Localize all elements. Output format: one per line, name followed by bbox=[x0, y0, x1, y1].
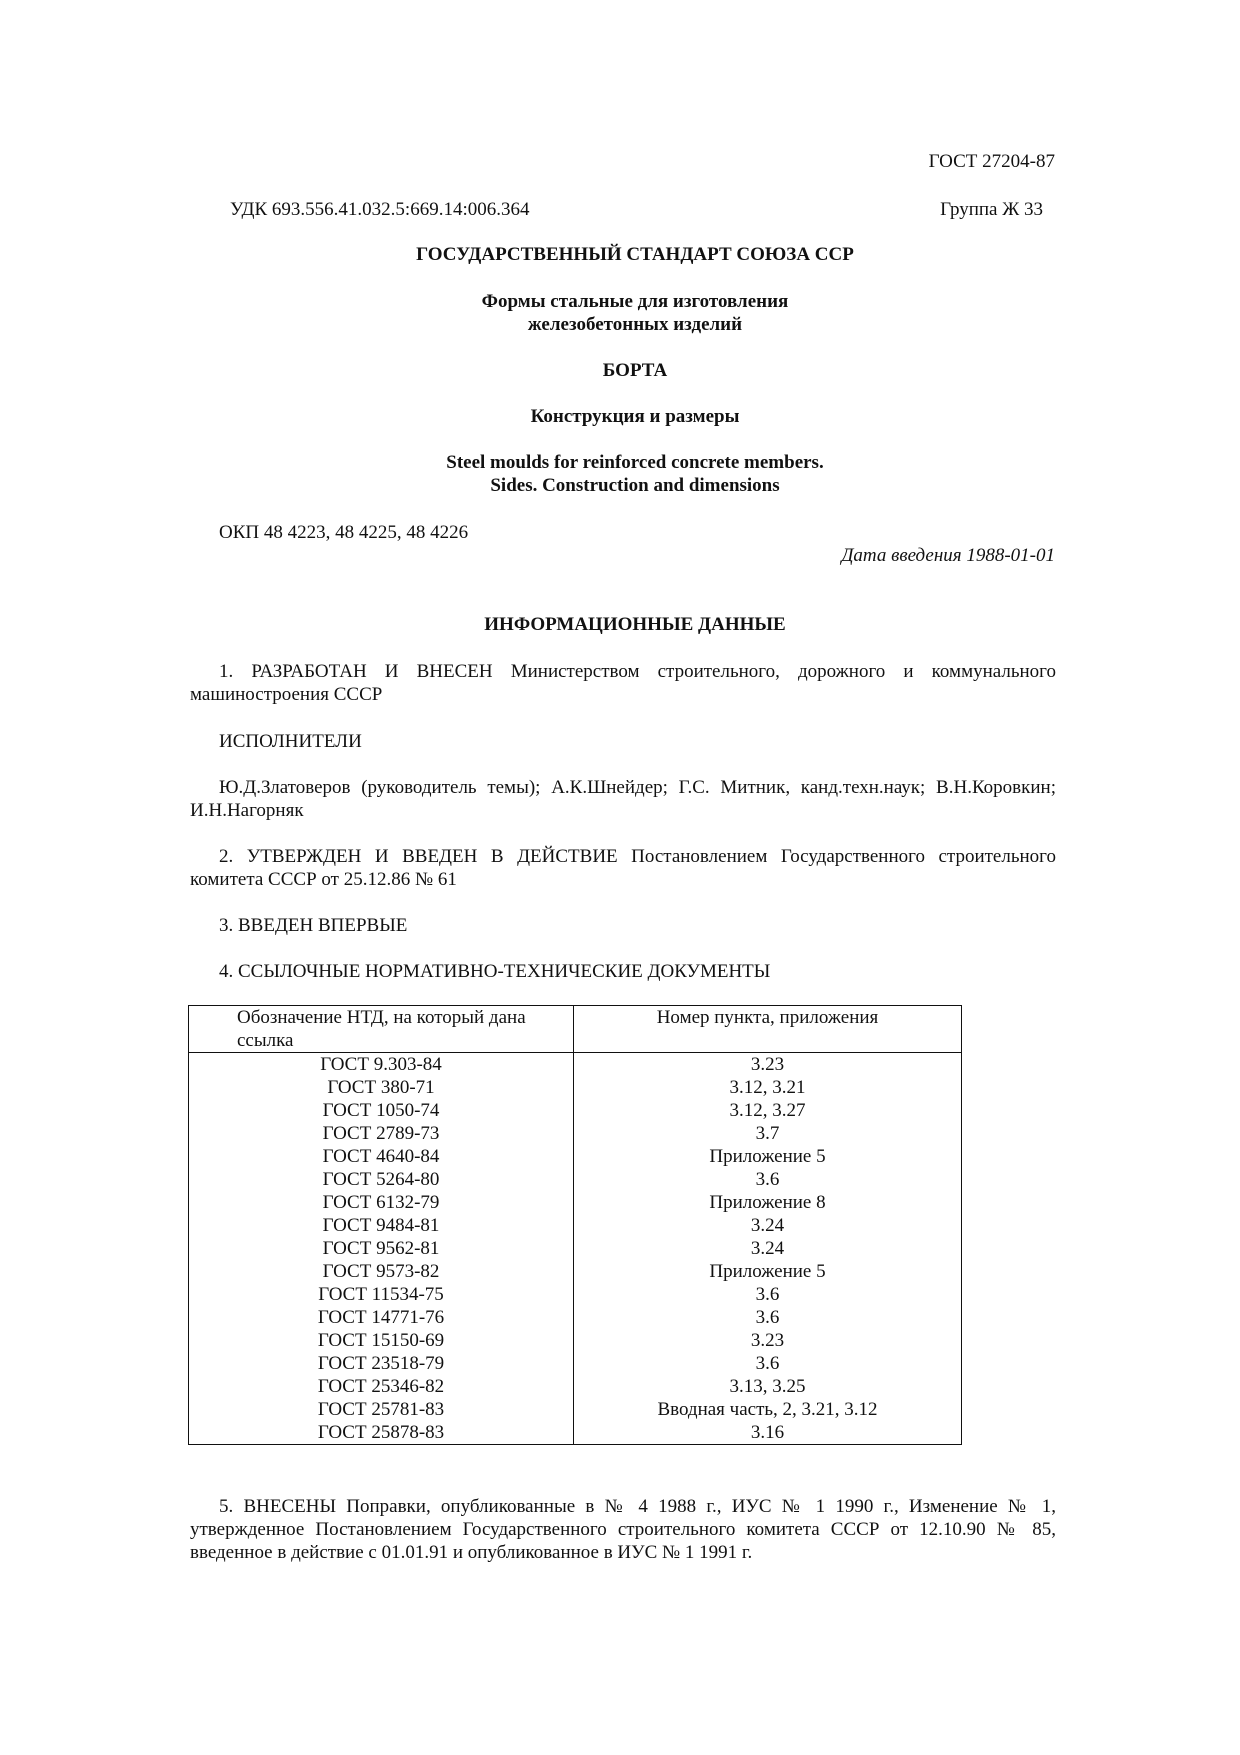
intro-date: Дата введения 1988-01-01 bbox=[841, 545, 1055, 566]
table-cell-doc: ГОСТ 9573-82 bbox=[189, 1260, 574, 1283]
table-cell-doc: ГОСТ 9.303-84 bbox=[189, 1053, 574, 1077]
info-heading: ИНФОРМАЦИОННЫЕ ДАННЫЕ bbox=[484, 614, 786, 635]
table-cell-ref: Вводная часть, 2, 3.21, 3.12 bbox=[574, 1398, 962, 1421]
table-row bbox=[189, 1122, 962, 1145]
table-cell-doc: ГОСТ 23518-79 bbox=[189, 1352, 574, 1375]
subject-line-2: железобетонных изделий bbox=[527, 314, 743, 335]
table-row bbox=[189, 1375, 962, 1398]
reference-documents-table bbox=[188, 1005, 962, 1445]
table-cell-ref: 3.7 bbox=[574, 1122, 962, 1145]
table-cell-doc: ГОСТ 25346-82 bbox=[189, 1375, 574, 1398]
table-cell-doc: ГОСТ 25878-83 bbox=[189, 1421, 574, 1445]
table-row bbox=[189, 1145, 962, 1168]
table-cell-doc: ГОСТ 9484-81 bbox=[189, 1214, 574, 1237]
table-row bbox=[189, 1421, 962, 1445]
table-cell-ref: 3.23 bbox=[574, 1329, 962, 1352]
info-item-4: 4. ССЫЛОЧНЫЕ НОРМАТИВНО-ТЕХНИЧЕСКИЕ ДОКУМЕНТЫ bbox=[219, 961, 771, 982]
table-cell-ref: 3.12, 3.21 bbox=[574, 1076, 962, 1099]
table-header-cell bbox=[574, 1006, 962, 1053]
table-cell-ref: 3.24 bbox=[574, 1214, 962, 1237]
table-cell-doc: ГОСТ 14771-76 bbox=[189, 1306, 574, 1329]
table-row bbox=[189, 1076, 962, 1099]
table-cell-ref: 3.13, 3.25 bbox=[574, 1375, 962, 1398]
table-row bbox=[189, 1168, 962, 1191]
okp-codes: ОКП 48 4223, 48 4225, 48 4226 bbox=[219, 522, 469, 543]
table-row bbox=[189, 1099, 962, 1122]
table-cell-doc: ГОСТ 9562-81 bbox=[189, 1237, 574, 1260]
table-cell-doc: ГОСТ 4640-84 bbox=[189, 1145, 574, 1168]
table-cell-ref: 3.24 bbox=[574, 1237, 962, 1260]
table-row bbox=[189, 1260, 962, 1283]
english-title-line-1: Steel moulds for reinforced concrete members. bbox=[446, 452, 824, 473]
info-item-3: 3. ВВЕДЕН ВПЕРВЫЕ bbox=[219, 915, 408, 936]
table-row bbox=[189, 1214, 962, 1237]
table-cell-doc: ГОСТ 6132-79 bbox=[189, 1191, 574, 1214]
table-cell-ref: 3.23 bbox=[574, 1053, 962, 1077]
table-cell-ref: 3.6 bbox=[574, 1306, 962, 1329]
col1-header: Обозначение НТД, на который дана ссылка bbox=[237, 1007, 526, 1051]
info-item-5: 5. ВНЕСЕНЫ Поправки, опубликованные в № 4 1988 г., ИУС № 1 1990 г., Изменение № 1, утвержденное Постановлением Государственного строительного комитета СССР от 12.10.90 № 85, введенное в действие с 01.01.91 и опубликованное в ИУС № 1 1991 г. bbox=[190, 1496, 1056, 1563]
table-cell-doc: ГОСТ 1050-74 bbox=[189, 1099, 574, 1122]
table-cell-doc: ГОСТ 5264-80 bbox=[189, 1168, 574, 1191]
table-header-cell bbox=[189, 1006, 574, 1053]
performers-list: Ю.Д.Златоверов (руководитель темы); А.К.Шнейдер; Г.С. Митник, канд.техн.наук; В.Н.Коровкин; И.Н.Нагорняк bbox=[190, 777, 1056, 821]
table-row bbox=[189, 1191, 962, 1214]
table-cell-doc: ГОСТ 2789-73 bbox=[189, 1122, 574, 1145]
table-row bbox=[189, 1053, 962, 1077]
table-cell-ref: 3.6 bbox=[574, 1352, 962, 1375]
part-title: БОРТА bbox=[602, 360, 668, 381]
state-standard-title: ГОСУДАРСТВЕННЫЙ СТАНДАРТ СОЮЗА ССР bbox=[416, 244, 854, 265]
table-row bbox=[189, 1237, 962, 1260]
info-item-2: 2. УТВЕРЖДЕН И ВВЕДЕН В ДЕЙСТВИЕ Постановлением Государственного строительного комитета СССР от 25.12.86 № 61 bbox=[190, 846, 1056, 890]
udk-code: УДК 693.556.41.032.5:669.14:006.364 bbox=[230, 199, 530, 220]
table-cell-ref: Приложение 5 bbox=[574, 1145, 962, 1168]
subject-line-1: Формы стальные для изготовления bbox=[481, 291, 789, 312]
table-cell-ref: 3.6 bbox=[574, 1283, 962, 1306]
table-cell-ref: 3.12, 3.27 bbox=[574, 1099, 962, 1122]
subtitle: Конструкция и размеры bbox=[530, 406, 740, 427]
info-item-1: 1. РАЗРАБОТАН И ВНЕСЕН Министерством строительного, дорожного и коммунального машиностроения СССР bbox=[190, 661, 1056, 705]
table-cell-doc: ГОСТ 380-71 bbox=[189, 1076, 574, 1099]
table-cell-ref: 3.16 bbox=[574, 1421, 962, 1445]
english-title-line-2: Sides. Construction and dimensions bbox=[490, 475, 780, 496]
table-cell-ref: Приложение 8 bbox=[574, 1191, 962, 1214]
table-row bbox=[189, 1306, 962, 1329]
group-code: Группа Ж 33 bbox=[940, 199, 1043, 220]
table-cell-doc: ГОСТ 25781-83 bbox=[189, 1398, 574, 1421]
table-header-row bbox=[189, 1006, 962, 1053]
table-row bbox=[189, 1398, 962, 1421]
table-cell-ref: Приложение 5 bbox=[574, 1260, 962, 1283]
table-row bbox=[189, 1329, 962, 1352]
col2-header: Номер пункта, приложения bbox=[656, 1007, 879, 1028]
table-row bbox=[189, 1352, 962, 1375]
table-cell-doc: ГОСТ 11534-75 bbox=[189, 1283, 574, 1306]
doc-number: ГОСТ 27204-87 bbox=[928, 151, 1055, 172]
table-cell-doc: ГОСТ 15150-69 bbox=[189, 1329, 574, 1352]
performers-label: ИСПОЛНИТЕЛИ bbox=[219, 731, 362, 752]
table-cell-ref: 3.6 bbox=[574, 1168, 962, 1191]
table-row bbox=[189, 1283, 962, 1306]
